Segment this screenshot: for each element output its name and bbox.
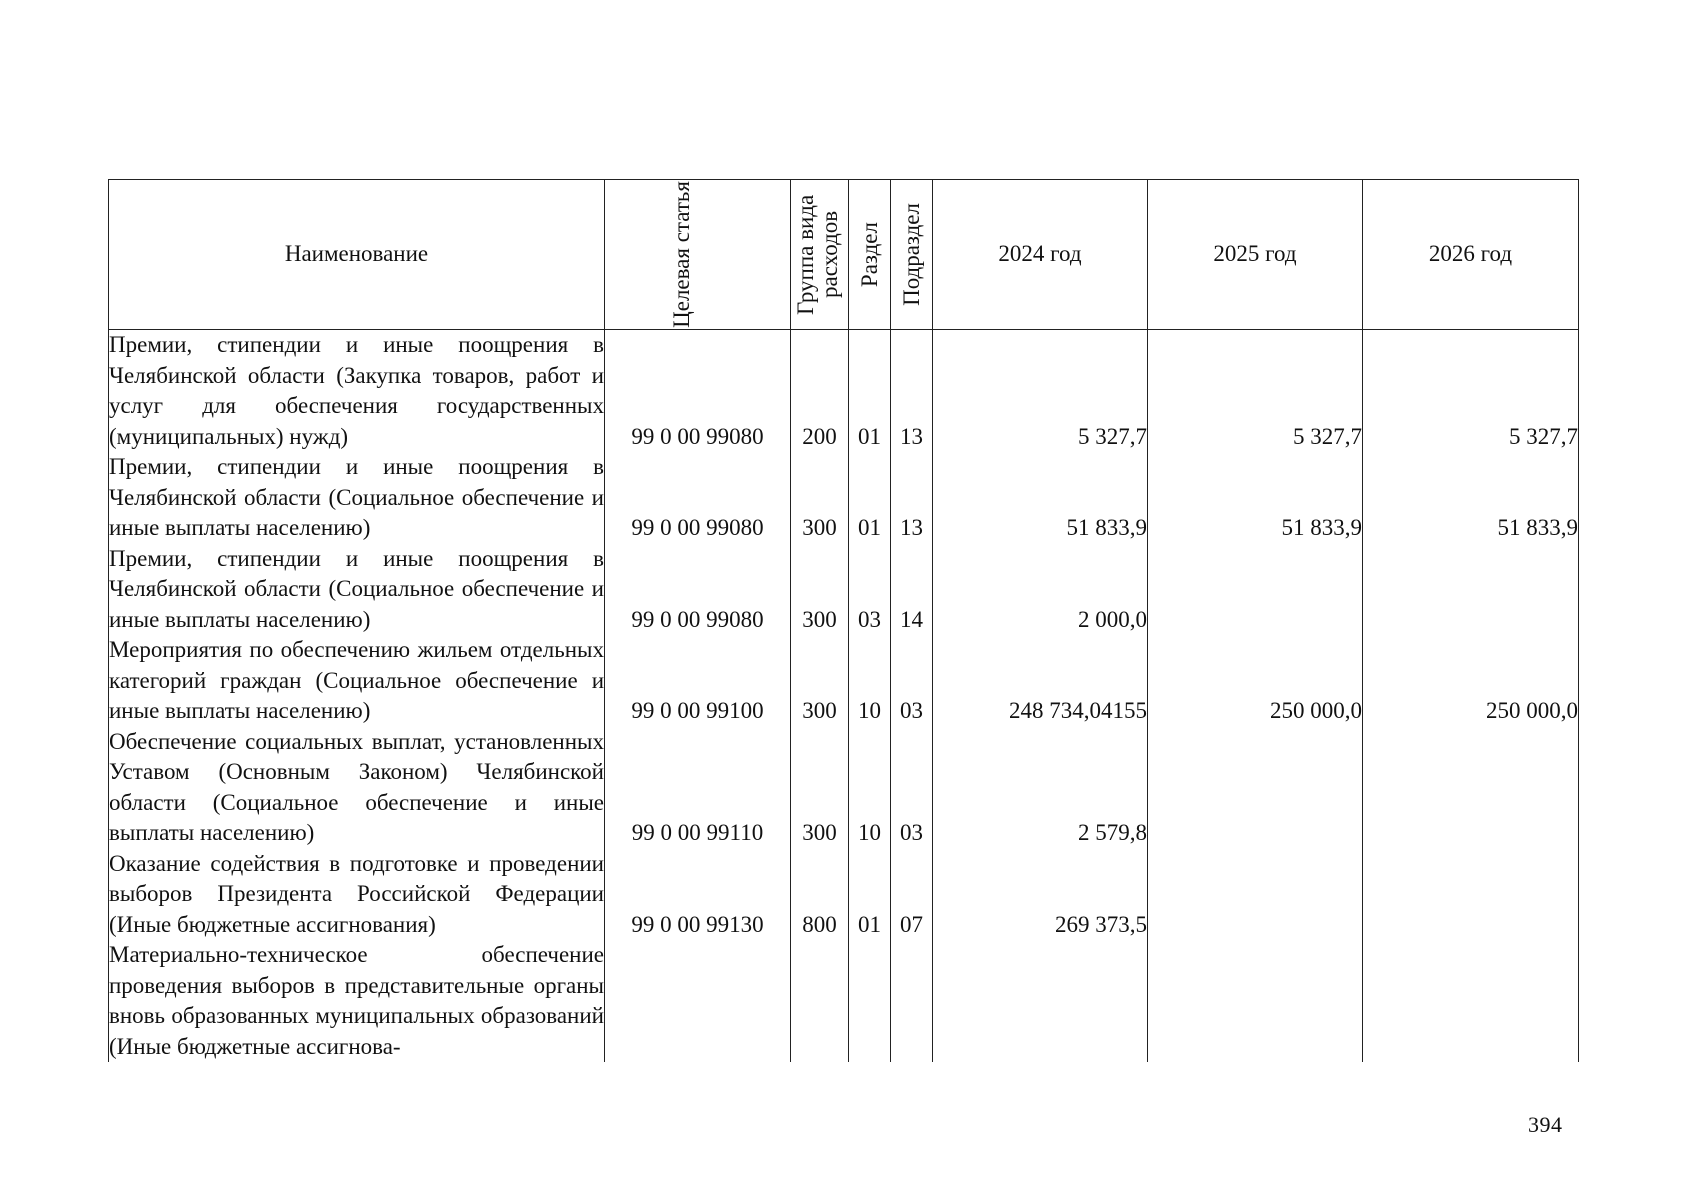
row-2025: 51 833,9 (1148, 452, 1363, 544)
row-section: 01 (849, 849, 891, 941)
table-row (109, 330, 1579, 453)
table-row (109, 849, 1579, 941)
row-target-article: 99 0 00 99080 (605, 330, 791, 453)
header-expense-group: Группа вида расходов (791, 180, 849, 330)
row-2026: 250 000,0 (1363, 635, 1579, 727)
row-2026 (1363, 849, 1579, 941)
row-section: 01 (849, 452, 891, 544)
row-name: Премии, стипендии и иные поощрения в Челябинской области (Социальное обеспечение и иные выплаты населению) (109, 544, 605, 636)
row-subsection (891, 940, 933, 1062)
row-2024 (933, 940, 1148, 1062)
row-target-article: 99 0 00 99100 (605, 635, 791, 727)
row-2024: 2 579,8 (933, 727, 1148, 849)
page-number: 394 (1528, 1112, 1563, 1137)
table-row (109, 544, 1579, 636)
row-expense-group: 800 (791, 849, 849, 941)
table-row (109, 635, 1579, 727)
row-2024: 248 734,04155 (933, 635, 1148, 727)
row-target-article (605, 940, 791, 1062)
header-name: Наименование (109, 180, 605, 330)
row-2026 (1363, 727, 1579, 849)
header-2026: 2026 год (1363, 180, 1579, 330)
row-expense-group: 300 (791, 727, 849, 849)
row-2025 (1148, 544, 1363, 636)
row-2026 (1363, 544, 1579, 636)
row-expense-group: 200 (791, 330, 849, 453)
header-target-article: Целевая статья (605, 180, 791, 330)
row-2025 (1148, 727, 1363, 849)
row-subsection: 13 (891, 330, 933, 453)
row-subsection: 13 (891, 452, 933, 544)
row-target-article: 99 0 00 99110 (605, 727, 791, 849)
row-section: 03 (849, 544, 891, 636)
header-section: Раздел (849, 180, 891, 330)
row-2026 (1363, 940, 1579, 1062)
row-2024: 5 327,7 (933, 330, 1148, 453)
row-target-article: 99 0 00 99130 (605, 849, 791, 941)
row-subsection: 07 (891, 849, 933, 941)
row-2025: 250 000,0 (1148, 635, 1363, 727)
row-expense-group: 300 (791, 544, 849, 636)
row-expense-group (791, 940, 849, 1062)
row-2025: 5 327,7 (1148, 330, 1363, 453)
budget-table (108, 179, 1579, 1062)
row-name: Премии, стипендии и иные поощрения в Челябинской области (Социальное обеспечение и иные выплаты населению) (109, 452, 605, 544)
table-row (109, 940, 1579, 1062)
row-2024: 51 833,9 (933, 452, 1148, 544)
table-row (109, 452, 1579, 544)
row-name: Материально-техническое обеспечение проведения выборов в представительные органы вновь образованных муниципальных образований (Иные бюджетные ассигнова- (109, 940, 605, 1062)
row-2025 (1148, 940, 1363, 1062)
row-section: 10 (849, 727, 891, 849)
row-name: Мероприятия по обеспечению жильем отдельных категорий граждан (Социальное обеспечение и иные выплаты населению) (109, 635, 605, 727)
header-2024: 2024 год (933, 180, 1148, 330)
row-section: 10 (849, 635, 891, 727)
row-2026: 51 833,9 (1363, 452, 1579, 544)
row-subsection: 03 (891, 635, 933, 727)
row-section: 01 (849, 330, 891, 453)
row-name: Оказание содействия в подготовке и проведении выборов Президента Российской Федерации (Иные бюджетные ассигнования) (109, 849, 605, 941)
row-target-article: 99 0 00 99080 (605, 544, 791, 636)
row-expense-group: 300 (791, 452, 849, 544)
row-name: Премии, стипендии и иные поощрения в Челябинской области (Закупка товаров, работ и услуг для обеспечения государственных (муниципальных) нужд) (109, 330, 605, 453)
header-2025: 2025 год (1148, 180, 1363, 330)
row-2025 (1148, 849, 1363, 941)
row-2024: 269 373,5 (933, 849, 1148, 941)
header-row (109, 180, 1579, 330)
row-2026: 5 327,7 (1363, 330, 1579, 453)
row-subsection: 14 (891, 544, 933, 636)
row-2024: 2 000,0 (933, 544, 1148, 636)
table-row (109, 727, 1579, 849)
row-target-article: 99 0 00 99080 (605, 452, 791, 544)
row-expense-group: 300 (791, 635, 849, 727)
row-subsection: 03 (891, 727, 933, 849)
row-section (849, 940, 891, 1062)
row-name: Обеспечение социальных выплат, установленных Уставом (Основным Законом) Челябинской области (Социальное обеспечение и иные выплаты населению) (109, 727, 605, 849)
header-subsection: Подраздел (891, 180, 933, 330)
